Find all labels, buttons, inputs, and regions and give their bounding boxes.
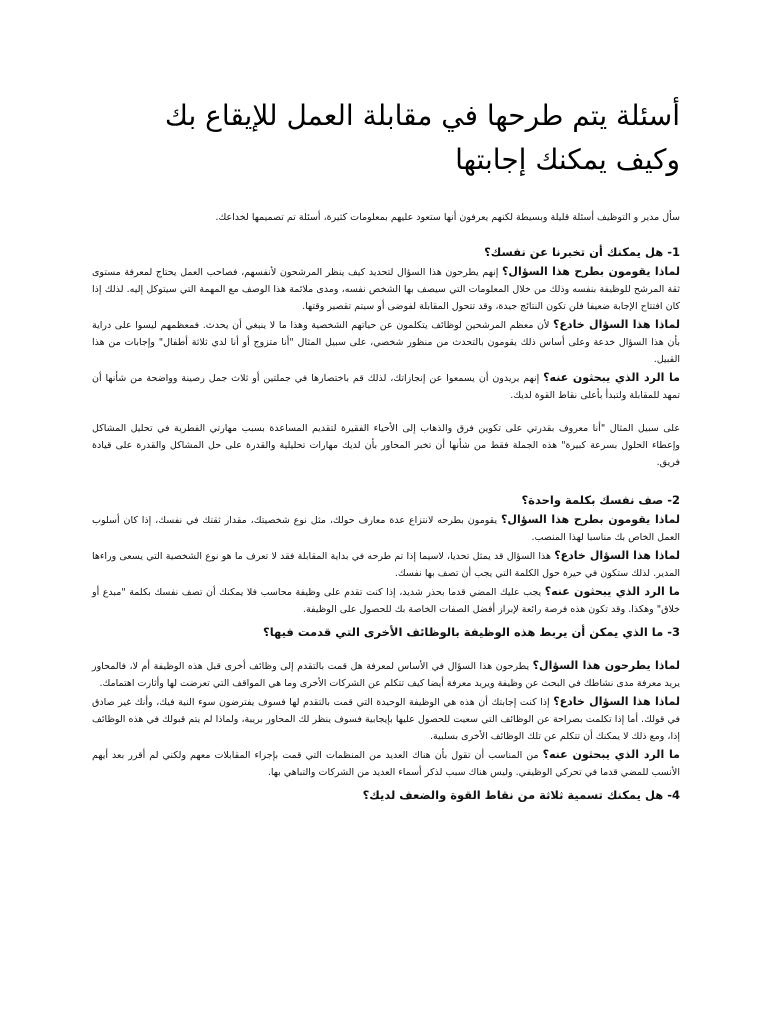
question-heading: 3- ما الذي يمكن أن يربط هذه الوظيفة بالوظائف الأخرى التي قدمت فيها؟ [263,625,680,639]
paragraph-label: لماذا يطرحون هذا السؤال؟ [532,659,680,672]
paragraph-text: إنهم يطرحون هذا السؤال لتحديد كيف ينظر المرشحون لأنفسهم، فصاحب العمل يحتاج لمعرفة مستوى ثقة المرشح للوظيفة بنفسه وذلك من خلال المعلومات التي سيصف بها الشخص نفسه، ومدى ملائمة هذا الوصف مع المهمة التي سيتوكل إليه. لذلك إذا كان افتتاح الإجابة ضعيفا فلن تكون النتائج جيدة، وقد تتحول المقابلة لفوضى أو سيتم تقصير وقتها. [92,267,680,312]
spacer [92,472,680,486]
question-heading: 1- هل يمكنك أن تخبرنا عن نفسك؟ [484,245,680,259]
paragraph [92,263,680,315]
spacer [92,405,680,419]
paragraph-label: ما الرد الذي يبحثون عنه؟ [543,371,680,384]
paragraph-text: إذا كنت إجابتك أن هذه هي الوظيفة الوحيدة التي قمت بالتقدم لها فسوف يفترضون سوء النية فيك، وأنك غير صادق في قولك. أما إذا تكلمت بصراحة عن الوظائف التي سعيت للحصول عليها بإيجابية فسوف ينظر لك المحاور بريبة، ولماذا لم يتم قبولك في هذه الوظائف إذا، ومع ذلك لا يمكنك أن تتكلم عن تلك الوظائف الأخرى بسلبية. [92,697,680,742]
paragraph-label: لماذا هذا السؤال خادع؟ [553,695,680,708]
question-section-1 [92,244,680,471]
question-heading: 4- هل يمكنك تسمية ثلاثة من نقاط القوة والضعف لديك؟ [362,788,680,802]
paragraph [92,746,680,781]
paragraph [92,369,680,404]
paragraph-label: ما الرد الذي يبحثون عنه؟ [544,585,680,598]
paragraph-text: هذا السؤال قد يمثل تحديا، لاسيما إذا تم طرحه في بداية المقابلة فقد لا تعرف ما هو نوع الشخصية التي يسعى وراءها المدير. لذلك ستكون في حيرة حول الكلمة التي يجب أن تصف بها نفسك. [92,551,680,579]
paragraph-text: إنهم يريدون أن يسمعوا عن إنجازاتك، لذلك قم باختصارها في جملتين أو ثلاث جمل رصينة وواضحة من شأنها أن تمهد للمقابلة ولتبدأ بأعلى نقاط القوة لديك. [92,373,680,401]
paragraph [92,419,680,471]
document-title: أسئلة يتم طرحها في مقابلة العمل للإيقاع بك وكيف يمكنك إجابتها [164,99,680,176]
paragraph [92,583,680,618]
paragraph-text: لأن معظم المرشحين لوظائف يتكلمون عن حياتهم الشخصية وهذا ما لا ينبغي أن يحدث. فمعظمهم ليسوا على دراية بأن هذا السؤال خدعة وعلى أساس ذلك يقومون بالتحدث من منظور شخصي، على سبيل المثال "أنا متزوج أو أنا لدي ثلاثة أطفال" وإجابات من هذا القبيل. [92,320,680,365]
paragraph-text: يجب عليك المضي قدما بحذر شديد، إذا كنت تقدم على وظيفة محاسب فلا يمكنك أن تصف نفسك بكلمة "مبدع أو خلاق" وهكذا. وقد تكون هذه فرصة رائعة لإبراز أفضل الصفات الخاصة بك للحصول على الوظيفة. [92,587,680,615]
paragraph-text: يقومون بطرحه لانتزاع عدة معارف حولك، مثل نوع شخصيتك، مقدار ثقتك في نفسك، إذا كان أسلوب العمل الخاص بك مناسبا لهذا المنصب. [92,515,680,543]
question-section-2 [92,492,680,618]
paragraph-text: يطرحون هذا السؤال في الأساس لمعرفة هل قمت بالتقدم إلى وظائف أخرى قبل هذه الوظيفة أم لا، فالمحاور يريد معرفة مدى نشاطك في البحث عن وظيفة ويريد معرفة أيضا كيف تتكلم عن الشركات الأخرى وما هي المواقف التي تعرضت لها وأثارت اهتمامك. [92,661,680,689]
paragraph [92,511,680,546]
paragraph-label: لماذا هذا السؤال خادع؟ [554,549,680,562]
question-heading: 2- صف نفسك بكلمة واحدة؟ [521,493,680,507]
paragraph-text: على سبيل المثال "أنا معروف بقدرتي على تكوين فرق والذهاب إلى الأحياء الفقيرة لتقديم المساعدة بسبب مهارتي الفطرية في تحليل المشاكل وإعطاء الحلول بسرعة كبيرة" هذه الجملة فقط من شأنها أن تخبر المحاور بأن لديك مهارات تحليلية والقدرة على حل المشاكل والقدرة على قيادة فريق. [92,423,680,468]
paragraph-label: لماذا هذا السؤال خادع؟ [553,318,680,331]
paragraph [92,657,680,692]
paragraph [92,693,680,745]
paragraph [92,547,680,582]
spacer [92,643,680,657]
question-section-4 [92,787,680,804]
paragraph-label: ما الرد الذي يبحثون عنه؟ [542,748,680,761]
paragraph [92,316,680,368]
paragraph-label: لماذا يقومون بطرح هذا السؤال؟ [502,265,680,278]
question-section-3 [92,624,680,781]
paragraph-label: لماذا يقومون بطرح هذا السؤال؟ [501,513,680,526]
intro-paragraph: سأل مدير و التوظيف أسئلة قليلة وبسيطة لكنهم يعرفون أنها ستعود عليهم بمعلومات كثيرة، أسئلة تم تصميمها لخداعك. [215,212,680,223]
paragraph-text: من المناسب أن تقول بأن هناك العديد من المنظمات التي قمت بإجراء المقابلات معهم ولكني لم أقرر بعد أيهم الأنسب للمضي قدما في تحركي الوظيفي. وليس هناك سبب لذكر أسماء العديد من الشركات والتباهي بها. [92,750,680,778]
